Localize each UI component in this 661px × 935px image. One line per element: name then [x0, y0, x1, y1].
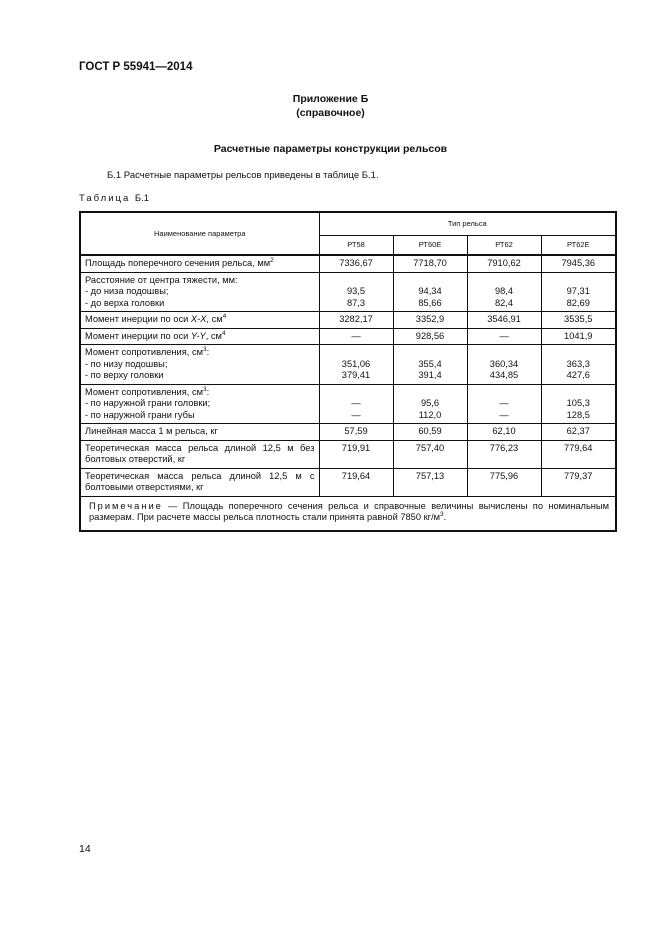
row-label: Теоретическая масса рельса длиной 12,5 м без болтовых отверстий, кг — [80, 440, 319, 468]
table-row — [80, 440, 616, 468]
table-cell: 779,37 — [541, 468, 616, 496]
table-row — [80, 255, 616, 272]
intro-paragraph: Б.1 Расчетные параметры рельсов приведены в таблице Б.1. — [107, 170, 379, 181]
table-cell: 719,91 — [319, 440, 393, 468]
table-cell: 7336,67 — [319, 255, 393, 272]
table-cell: — — [319, 328, 393, 345]
table-row — [80, 312, 616, 329]
table-row — [80, 345, 616, 385]
table-row — [80, 328, 616, 345]
column-header: РТ62 — [467, 236, 541, 256]
table-cell: 98,4 82,4 — [467, 272, 541, 312]
note-label: Примечание — [89, 500, 163, 511]
table-cell: 3282,17 — [319, 312, 393, 329]
table-cell: 360,34 434,85 — [467, 345, 541, 385]
row-label: Момент сопротивления, $см^3$: - по низу подошвы; - по верху головки — [80, 345, 319, 385]
table-cell: — — [467, 328, 541, 345]
table-cell: 7910,62 — [467, 255, 541, 272]
table-cell: 719,64 — [319, 468, 393, 496]
row-label: Момент сопротивления, $см^3$: - по наружной грани головки; - по наружной грани губы — [80, 384, 319, 424]
table-row — [80, 272, 616, 312]
table-row — [80, 384, 616, 424]
type-header-cell: Тип рельса — [319, 212, 616, 236]
table-cell: 62,37 — [541, 424, 616, 441]
table-cell: 60,59 — [393, 424, 467, 441]
table-caption-word: Таблица — [79, 193, 131, 204]
column-header: РТ60Е — [393, 236, 467, 256]
table-cell: 95,6 112,0 — [393, 384, 467, 424]
section-title: Расчетные параметры конструкции рельсов — [213, 143, 448, 155]
table-cell: 105,3 128,5 — [541, 384, 616, 424]
table-cell: 3352,9 — [393, 312, 467, 329]
row-label: Момент инерции по оси X-X, $см^4$ — [80, 312, 319, 329]
table-cell: 7718,70 — [393, 255, 467, 272]
table-cell: 757,40 — [393, 440, 467, 468]
table-row — [80, 424, 616, 441]
table-caption-number: Б.1 — [134, 193, 150, 204]
row-label: Линейная масса 1 м рельса, кг — [80, 424, 319, 441]
document-header: ГОСТ Р 55941—2014 — [79, 61, 193, 73]
row-label: Расстояние от центра тяжести, мм: - до низа подошвы; - до верха головки — [80, 272, 319, 312]
table-cell: 776,23 — [467, 440, 541, 468]
table-cell: 355,4 391,4 — [393, 345, 467, 385]
table-cell: 775,96 — [467, 468, 541, 496]
table-cell: — — — [319, 384, 393, 424]
table-note: Примечание — Площадь поперечного сечения рельса и справочные величины вычислены по номинальным размерам. При расчете массы рельса плотность стали принята равной 7850 $кг/м^3$. — [80, 496, 616, 531]
table-cell: 1041,9 — [541, 328, 616, 345]
appendix-subtitle: (справочное) — [296, 107, 365, 119]
rail-parameters-table — [79, 211, 617, 532]
table-cell: 3535,5 — [541, 312, 616, 329]
table-cell: 363,3 427,6 — [541, 345, 616, 385]
table-note-row — [80, 496, 616, 531]
table-caption — [79, 193, 149, 204]
table-cell: — — — [467, 384, 541, 424]
table-cell: 93,5 87,3 — [319, 272, 393, 312]
table-cell: 97,31 82,69 — [541, 272, 616, 312]
column-header: РТ62Е — [541, 236, 616, 256]
table-cell: 62,10 — [467, 424, 541, 441]
table-cell: 94,34 85,66 — [393, 272, 467, 312]
table-cell: 57,59 — [319, 424, 393, 441]
table-cell: 779,64 — [541, 440, 616, 468]
row-label: Момент инерции по оси Y-Y, $см^4$ — [80, 328, 319, 345]
table-row — [80, 468, 616, 496]
table-cell: 3546,91 — [467, 312, 541, 329]
param-header-cell: Наименование параметра — [80, 212, 319, 255]
column-header: РТ58 — [319, 236, 393, 256]
appendix-heading — [0, 92, 661, 120]
page-number: 14 — [79, 843, 91, 855]
row-label: Теоретическая масса рельса длиной 12,5 м с болтовыми отверстиями, кг — [80, 468, 319, 496]
appendix-title: Приложение Б — [292, 93, 369, 105]
note-text: — Площадь поперечного сечения рельса и справочные величины вычислены по номинальным размерам. При расчете массы рельса плотность стали принята равной 7850 кг/м — [89, 500, 610, 522]
row-label: Площадь поперечного сечения рельса, $мм^2$ — [80, 255, 319, 272]
table-cell: 7945,36 — [541, 255, 616, 272]
table-cell: 757,13 — [393, 468, 467, 496]
table-cell: 351,06 379,41 — [319, 345, 393, 385]
table-cell: 928,56 — [393, 328, 467, 345]
